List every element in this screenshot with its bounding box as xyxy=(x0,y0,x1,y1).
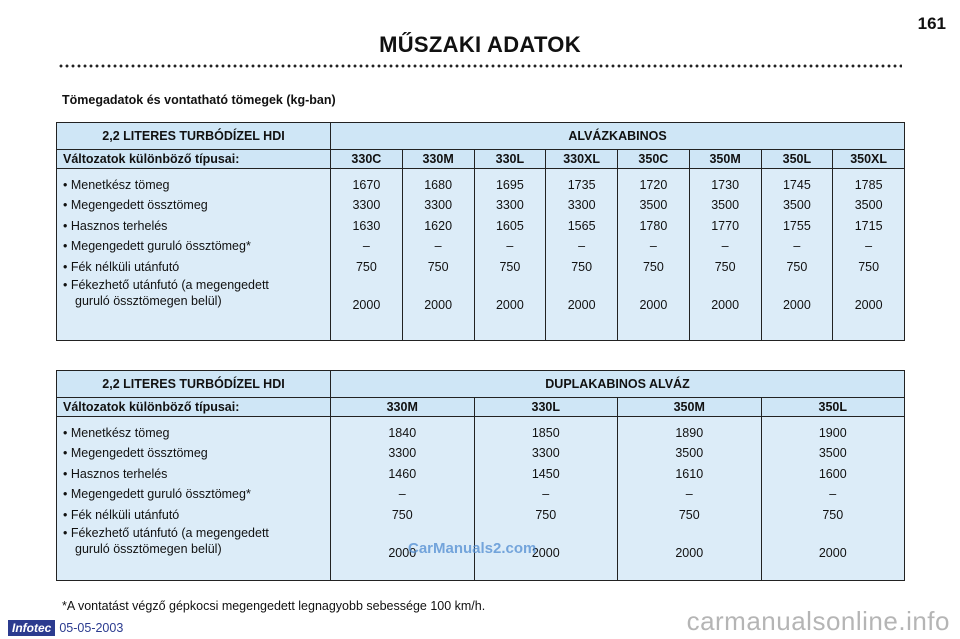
table-cell: 2000 xyxy=(388,545,417,560)
variant-header: 350XL xyxy=(833,150,905,169)
variant-column xyxy=(618,417,762,581)
table-cell: 1620 xyxy=(424,218,453,233)
table-cell: 750 xyxy=(427,259,449,274)
table-cell: 2000 xyxy=(567,297,596,312)
footnote: *A vontatást végző gépkocsi megengedett legnagyobb sebessége 100 km/h. xyxy=(62,599,486,613)
table-cell: – xyxy=(685,487,693,502)
table-cell: 750 xyxy=(499,259,521,274)
table-cell: 2000 xyxy=(711,297,740,312)
variant-header: 330C xyxy=(331,150,403,169)
table-cell: 3500 xyxy=(675,446,704,461)
body-type-header: DUPLAKABINOS ALVÁZ xyxy=(331,371,905,398)
table-cell: 1840 xyxy=(388,426,417,440)
table-cell: 750 xyxy=(355,259,377,274)
table-cell: 2000 xyxy=(782,297,811,312)
table-cell: 750 xyxy=(642,259,664,274)
variant-header: 330M xyxy=(402,150,474,169)
variant-header: 330L xyxy=(474,150,546,169)
table-cell: 1670 xyxy=(352,178,381,192)
variant-header: 350L xyxy=(761,150,833,169)
section-subtitle: Tömegadatok és vontatható tömegek (kg-ban) xyxy=(62,93,336,107)
table-cell: – xyxy=(721,239,729,254)
variant-column xyxy=(474,169,546,341)
row-label-line1: • Fékezhető utánfutó (a megengedett xyxy=(63,525,269,540)
table-cell: 3500 xyxy=(818,446,847,461)
table-cell: 3300 xyxy=(567,198,596,213)
variants-label: Változatok különböző típusai: xyxy=(57,398,331,417)
table-cell: – xyxy=(649,239,657,254)
row-label: • Hasznos terhelés xyxy=(63,466,168,481)
table-cell: 2000 xyxy=(675,545,704,560)
variants-label: Változatok különböző típusai: xyxy=(57,150,331,169)
table-cell: 1890 xyxy=(675,426,704,440)
variant-header: 350C xyxy=(618,150,690,169)
table-cell: 1565 xyxy=(567,218,596,233)
table-cell: 2000 xyxy=(352,297,381,312)
row-label xyxy=(63,525,330,561)
table-cell: 1460 xyxy=(388,466,417,481)
watermark-carmanualsonline: carmanualsonline.info xyxy=(686,606,950,636)
table-cell: 1735 xyxy=(567,178,596,192)
table-cell: 2000 xyxy=(495,297,524,312)
table-cell: 3500 xyxy=(711,198,740,213)
table-cell: 1900 xyxy=(818,426,847,440)
table-cell: 1785 xyxy=(854,178,883,192)
row-label: • Menetkész tömeg xyxy=(63,426,170,440)
table-cell: 2000 xyxy=(854,297,883,312)
infotec-logo: Infotec xyxy=(8,620,55,636)
table-cell: – xyxy=(542,487,550,502)
table-cell: 1730 xyxy=(711,178,740,192)
table-cell: 750 xyxy=(858,259,880,274)
table-cell: – xyxy=(829,487,837,502)
table-cell: 3300 xyxy=(388,446,417,461)
table-cell: 3500 xyxy=(782,198,811,213)
page-title: MŰSZAKI ADATOK xyxy=(379,32,581,57)
table-cell: 2000 xyxy=(424,297,453,312)
variant-column xyxy=(331,169,403,341)
variant-header: 350M xyxy=(689,150,761,169)
table-cell: – xyxy=(793,239,801,254)
table-cell: 1695 xyxy=(495,178,524,192)
variant-column xyxy=(833,169,905,341)
row-label: • Megengedett össztömeg xyxy=(63,198,208,213)
row-label: • Fék nélküli utánfutó xyxy=(63,259,180,274)
watermark-carmanuals: CarManuals2.com xyxy=(408,540,537,557)
row-label xyxy=(63,277,330,313)
table-cell: 1770 xyxy=(711,218,740,233)
table-cell: 750 xyxy=(822,507,844,522)
table-cell: 750 xyxy=(391,507,413,522)
table-cell: 3300 xyxy=(531,446,560,461)
table-cell: 1630 xyxy=(352,218,381,233)
table-cell: 2000 xyxy=(639,297,668,312)
table-cell: 1850 xyxy=(531,426,560,440)
table-cell: 3500 xyxy=(854,198,883,213)
table-cell: 1780 xyxy=(639,218,668,233)
table-cell: 2000 xyxy=(818,545,847,560)
page-number: 161 xyxy=(917,14,946,33)
table-cell: 3300 xyxy=(352,198,381,213)
row-label: • Megengedett guruló össztömeg* xyxy=(63,487,251,502)
table-cell: 1600 xyxy=(818,466,847,481)
variant-header: 350M xyxy=(618,398,762,417)
spec-table-chassis-cab xyxy=(56,122,905,341)
engine-header: 2,2 LITERES TURBÓDÍZEL HDI xyxy=(57,371,331,398)
footer xyxy=(8,620,123,636)
row-labels xyxy=(57,417,331,581)
dotted-divider xyxy=(58,64,902,68)
variant-header: 330XL xyxy=(546,150,618,169)
table-cell: 1755 xyxy=(782,218,811,233)
table-cell: 2000 xyxy=(531,545,560,560)
variant-column xyxy=(761,169,833,341)
table-cell: 750 xyxy=(571,259,593,274)
table-cell: 3300 xyxy=(424,198,453,213)
row-label: • Menetkész tömeg xyxy=(63,178,170,192)
variant-column xyxy=(689,169,761,341)
engine-header: 2,2 LITERES TURBÓDÍZEL HDI xyxy=(57,123,331,150)
table-cell: 750 xyxy=(786,259,808,274)
table-cell: – xyxy=(506,239,514,254)
variant-column xyxy=(761,417,905,581)
table-cell: 1610 xyxy=(675,466,704,481)
table-cell: 3500 xyxy=(639,198,668,213)
row-label: • Fék nélküli utánfutó xyxy=(63,507,180,522)
body-type-header: ALVÁZKABINOS xyxy=(331,123,905,150)
row-label: • Megengedett guruló össztömeg* xyxy=(63,239,251,254)
row-label-line2: guruló össztömegen belül) xyxy=(75,293,222,308)
row-label-line1: • Fékezhető utánfutó (a megengedett xyxy=(63,277,269,292)
table-cell: – xyxy=(578,239,586,254)
table-cell: 750 xyxy=(535,507,557,522)
variant-column xyxy=(546,169,618,341)
table-cell: 1605 xyxy=(495,218,524,233)
table-cell: 750 xyxy=(714,259,736,274)
variant-header: 330M xyxy=(331,398,475,417)
table-cell: 1720 xyxy=(639,178,668,192)
row-label: • Hasznos terhelés xyxy=(63,218,168,233)
variant-column xyxy=(402,169,474,341)
footer-date: 05-05-2003 xyxy=(59,621,124,635)
table-cell: – xyxy=(434,239,442,254)
table-cell: 1745 xyxy=(782,178,811,192)
variant-column xyxy=(618,169,690,341)
table-cell: 1680 xyxy=(424,178,453,192)
table-cell: 3300 xyxy=(495,198,524,213)
row-label: • Megengedett össztömeg xyxy=(63,446,208,461)
table-cell: – xyxy=(865,239,873,254)
table-cell: 1715 xyxy=(854,218,883,233)
variant-header: 350L xyxy=(761,398,905,417)
row-label-line2: guruló össztömegen belül) xyxy=(75,541,222,556)
table-cell: – xyxy=(398,487,406,502)
row-labels xyxy=(57,169,331,341)
table-cell: 750 xyxy=(678,507,700,522)
variant-header: 330L xyxy=(474,398,618,417)
table-cell: – xyxy=(362,239,370,254)
table-cell: 1450 xyxy=(531,466,560,481)
